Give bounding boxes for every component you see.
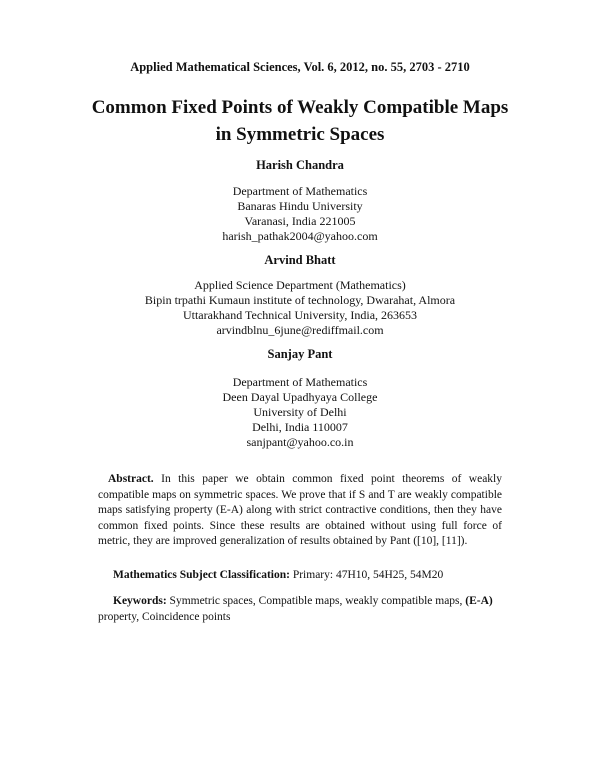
journal-citation: Applied Mathematical Sciences, Vol. 6, 2012, no. 55, 2703 - 2710 [130, 60, 470, 74]
keywords-text: Symmetric spaces, Compatible maps, weakly compatible maps, [169, 595, 463, 607]
title-line-1: Common Fixed Points of Weakly Compatible Maps [91, 97, 509, 118]
msc-label: Mathematics Subject Classification: [113, 569, 290, 581]
author-affiliation [0, 278, 600, 338]
abstract-label: Abstract. [108, 473, 154, 485]
affiliation-line: Delhi, India 110007 [252, 420, 348, 434]
paper-title [0, 94, 600, 148]
author-name: Sanjay Pant [267, 347, 333, 361]
affiliation-line: Bipin trpathi Kumaun institute of technology, Dwarahat, Almora [144, 293, 456, 307]
keywords-label: Keywords: [113, 595, 167, 607]
abstract [98, 472, 502, 550]
author-email: arvindblnu_6june@rediffmail.com [216, 323, 384, 337]
affiliation-line: Department of Mathematics [232, 375, 368, 389]
affiliation-line: Applied Science Department (Mathematics) [194, 278, 406, 292]
abstract-text: In this paper we obtain common fixed point theorems of weakly compatible maps on symmetric spaces. We prove that if S and T are weakly compatible maps satisfying property (E-A) along with strict contractive conditions, then they have common fixed points. Since these results are obtained without using full force of metric, they are improved generalization of results obtained by Pant ([10], [11]). [98, 473, 502, 547]
keywords [98, 594, 502, 625]
affiliation-line: Varanasi, India 221005 [244, 214, 356, 228]
affiliation-line: Uttarakhand Technical University, India, 263653 [182, 308, 418, 322]
msc-text: Primary: 47H10, 54H25, 54M20 [292, 569, 444, 581]
subject-classification [113, 568, 513, 583]
keywords-text-2: property, Coincidence points [98, 610, 231, 623]
affiliation-line: Banaras Hindu University [237, 199, 363, 213]
author-name: Arvind Bhatt [264, 253, 336, 267]
title-line-2: in Symmetric Spaces [215, 124, 385, 145]
affiliation-line: University of Delhi [253, 405, 347, 419]
author-affiliation [0, 184, 600, 244]
affiliation-line: Deen Dayal Upadhyaya College [222, 390, 378, 404]
author-affiliation [0, 375, 600, 450]
keywords-bold-term: (E-A) [465, 595, 493, 607]
author-email: harish_pathak2004@yahoo.com [222, 229, 378, 243]
affiliation-line: Department of Mathematics [232, 184, 368, 198]
author-email: sanjpant@yahoo.co.in [246, 435, 354, 449]
author-name: Harish Chandra [256, 158, 344, 172]
